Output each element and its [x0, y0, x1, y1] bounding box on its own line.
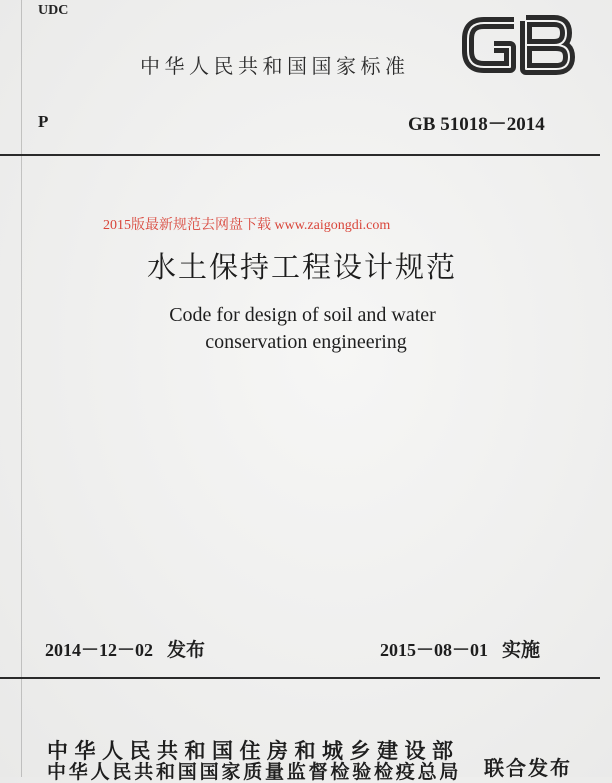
effective-date-block	[380, 635, 540, 662]
issuer-line2: 中华人民共和国国家质量监督检验检疫总局	[47, 761, 462, 783]
udc-label: UDC	[38, 3, 69, 18]
standard-number: GB 51018－2014	[408, 114, 545, 135]
download-watermark: 2015版最新规范去网盘下载 www.zaigongdi.com	[103, 218, 391, 233]
issuer-line1: 中华人民共和国住房和城乡建设部	[47, 739, 460, 763]
joint-issue-label: 联合发布	[484, 756, 572, 780]
effective-date: 2015－08－01	[380, 640, 488, 660]
bottom-divider	[0, 677, 600, 679]
gb-logo-icon	[462, 15, 575, 75]
issue-date: 2014－12－02	[45, 640, 153, 660]
effective-label: 实施	[502, 639, 541, 661]
classification-code: P	[38, 112, 49, 131]
issue-label: 发布	[167, 639, 206, 661]
title-english-line2: conservation engineering	[205, 331, 407, 353]
title-english-line1: Code for design of soil and water	[169, 304, 436, 326]
issue-date-block	[45, 635, 205, 662]
national-standard-heading: 中华人民共和国国家标准	[140, 54, 410, 78]
gb-logo	[462, 15, 575, 75]
issuer-line2-clip	[47, 761, 467, 783]
title-chinese: 水土保持工程设计规范	[146, 250, 457, 284]
scan-edge-line	[21, 0, 22, 777]
top-divider	[0, 154, 600, 156]
